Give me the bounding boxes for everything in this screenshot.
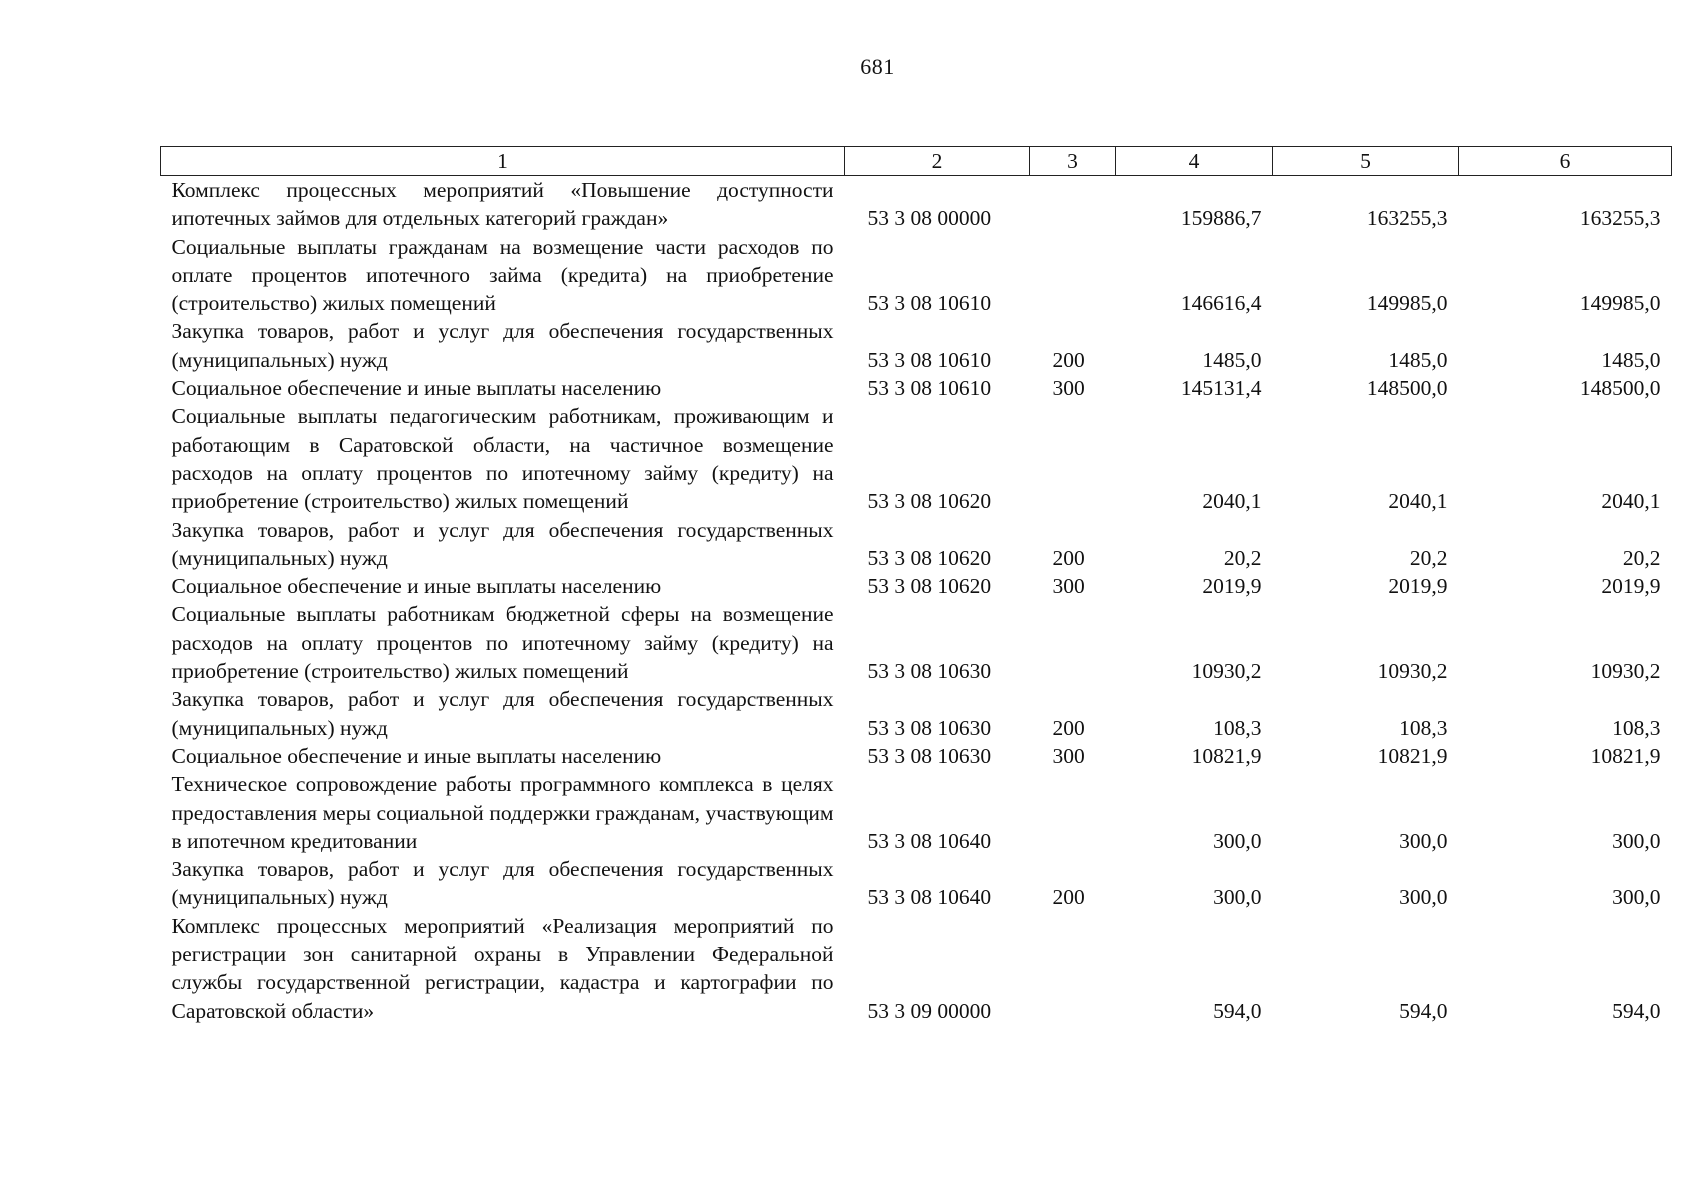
row-code: 53 3 08 10610 bbox=[867, 376, 992, 401]
row-name: Закупка товаров, работ и услуг для обеспечения государственных (муниципальных) нужд bbox=[171, 687, 834, 740]
table-row bbox=[161, 572, 1672, 600]
row-value-2: 10821,9 bbox=[1377, 743, 1448, 768]
row-value-3: 148500,0 bbox=[1579, 376, 1661, 401]
table-header-row bbox=[161, 147, 1672, 176]
row-value-2: 300,0 bbox=[1399, 885, 1448, 910]
row-name: Техническое сопровождение работы программного комплекса в целях предоставления меры социальной поддержки гражданам, участвующим в ипотечном кредитовании bbox=[171, 772, 834, 853]
column-header-2: 2 bbox=[845, 147, 1030, 176]
table-row bbox=[161, 855, 1672, 912]
row-name: Закупка товаров, работ и услуг для обеспечения государственных (муниципальных) нужд bbox=[171, 857, 834, 910]
row-code: 53 3 08 10610 bbox=[867, 347, 992, 372]
row-value-3: 163255,3 bbox=[1579, 206, 1661, 231]
row-value-2: 163255,3 bbox=[1366, 206, 1448, 231]
row-expense-type: 300 bbox=[1052, 743, 1085, 768]
row-value-3: 10821,9 bbox=[1590, 743, 1661, 768]
row-value-1: 108,3 bbox=[1213, 715, 1262, 740]
row-name: Социальные выплаты работникам бюджетной сферы на возмещение расходов на оплату процентов по ипотечному займу (кредиту) на приобретение (строительство) жилых помещений bbox=[171, 602, 834, 684]
row-expense-type bbox=[1030, 770, 1116, 855]
row-expense-type: 200 bbox=[1052, 545, 1085, 570]
row-value-3: 20,2 bbox=[1622, 545, 1661, 570]
row-expense-type: 200 bbox=[1052, 885, 1085, 910]
table-row bbox=[161, 516, 1672, 573]
row-value-1: 145131,4 bbox=[1180, 376, 1262, 401]
row-value-2: 20,2 bbox=[1409, 545, 1448, 570]
row-value-1: 594,0 bbox=[1213, 998, 1262, 1023]
column-header-6: 6 bbox=[1459, 147, 1672, 176]
row-expense-type: 300 bbox=[1052, 574, 1085, 599]
table-row bbox=[161, 600, 1672, 685]
table-row bbox=[161, 374, 1672, 402]
column-header-3: 3 bbox=[1030, 147, 1116, 176]
row-value-3: 10930,2 bbox=[1590, 659, 1661, 684]
row-value-2: 108,3 bbox=[1399, 715, 1448, 740]
row-value-2: 2019,9 bbox=[1388, 574, 1448, 599]
row-name: Закупка товаров, работ и услуг для обеспечения государственных (муниципальных) нужд bbox=[171, 319, 834, 372]
row-value-1: 20,2 bbox=[1223, 545, 1262, 570]
row-value-1: 300,0 bbox=[1213, 885, 1262, 910]
table-row bbox=[161, 233, 1672, 318]
row-value-1: 159886,7 bbox=[1180, 206, 1262, 231]
row-value-3: 2040,1 bbox=[1601, 489, 1661, 514]
row-expense-type bbox=[1030, 176, 1116, 233]
row-code: 53 3 08 10620 bbox=[867, 574, 992, 599]
row-expense-type: 200 bbox=[1052, 347, 1085, 372]
row-value-1: 1485,0 bbox=[1202, 347, 1262, 372]
row-name: Закупка товаров, работ и услуг для обеспечения государственных (муниципальных) нужд bbox=[171, 517, 834, 570]
column-header-1: 1 bbox=[161, 147, 845, 176]
row-name: Социальные выплаты гражданам на возмещение части расходов по оплате процентов ипотечного займа (кредита) на приобретение (строительство) жилых помещений bbox=[171, 234, 834, 316]
row-value-2: 300,0 bbox=[1399, 828, 1448, 853]
row-expense-type bbox=[1030, 912, 1116, 1025]
table-row bbox=[161, 770, 1672, 855]
row-value-1: 146616,4 bbox=[1180, 291, 1262, 316]
row-code: 53 3 08 10630 bbox=[867, 715, 992, 740]
row-code: 53 3 08 10610 bbox=[867, 291, 992, 316]
table-row bbox=[161, 176, 1672, 233]
row-code: 53 3 09 00000 bbox=[867, 998, 992, 1023]
row-expense-type: 300 bbox=[1052, 376, 1085, 401]
row-code: 53 3 08 00000 bbox=[867, 206, 992, 231]
row-value-3: 300,0 bbox=[1612, 828, 1661, 853]
row-value-3: 1485,0 bbox=[1601, 347, 1661, 372]
row-name: Комплекс процессных мероприятий «Повышение доступности ипотечных займов для отдельных категорий граждан» bbox=[171, 178, 834, 231]
table-row bbox=[161, 742, 1672, 770]
row-value-2: 10930,2 bbox=[1377, 659, 1448, 684]
row-code: 53 3 08 10620 bbox=[867, 545, 992, 570]
row-name: Комплекс процессных мероприятий «Реализация мероприятий по регистрации зон санитарной охраны в Управлении Федеральной службы государственной регистрации, кадастра и картографии по Саратовской области» bbox=[171, 913, 834, 1023]
row-expense-type bbox=[1030, 600, 1116, 685]
table-row bbox=[161, 685, 1672, 742]
row-name: Социальное обеспечение и иные выплаты населению bbox=[171, 574, 662, 599]
row-value-2: 594,0 bbox=[1399, 998, 1448, 1023]
row-value-1: 10821,9 bbox=[1191, 743, 1262, 768]
row-value-3: 300,0 bbox=[1612, 885, 1661, 910]
row-value-3: 108,3 bbox=[1612, 715, 1661, 740]
row-expense-type bbox=[1030, 402, 1116, 515]
row-code: 53 3 08 10620 bbox=[867, 489, 992, 514]
column-header-5: 5 bbox=[1273, 147, 1459, 176]
row-value-1: 300,0 bbox=[1213, 828, 1262, 853]
row-value-3: 594,0 bbox=[1612, 998, 1661, 1023]
row-expense-type bbox=[1030, 233, 1116, 318]
row-value-2: 1485,0 bbox=[1388, 347, 1448, 372]
row-value-2: 2040,1 bbox=[1388, 489, 1448, 514]
row-expense-type: 200 bbox=[1052, 715, 1085, 740]
row-name: Социальные выплаты педагогическим работникам, проживающим и работающим в Саратовской области, на частичное возмещение расходов на оплату процентов по ипотечному займу (кредиту) на приобретение (строительство) жилых помещений bbox=[171, 404, 834, 514]
row-code: 53 3 08 10630 bbox=[867, 743, 992, 768]
row-name: Социальное обеспечение и иные выплаты населению bbox=[171, 743, 662, 768]
row-value-3: 2019,9 bbox=[1601, 574, 1661, 599]
row-value-3: 149985,0 bbox=[1579, 291, 1661, 316]
page-number: 681 bbox=[860, 54, 895, 79]
row-code: 53 3 08 10640 bbox=[867, 885, 992, 910]
row-code: 53 3 08 10640 bbox=[867, 828, 992, 853]
row-value-1: 2019,9 bbox=[1202, 574, 1262, 599]
table-row bbox=[161, 317, 1672, 374]
table-row bbox=[161, 912, 1672, 1025]
row-value-1: 2040,1 bbox=[1202, 489, 1262, 514]
row-value-2: 148500,0 bbox=[1366, 376, 1448, 401]
budget-table bbox=[160, 146, 1672, 1025]
row-value-2: 149985,0 bbox=[1366, 291, 1448, 316]
row-code: 53 3 08 10630 bbox=[867, 659, 992, 684]
row-name: Социальное обеспечение и иные выплаты населению bbox=[171, 376, 662, 401]
table-row bbox=[161, 402, 1672, 515]
column-header-4: 4 bbox=[1116, 147, 1273, 176]
row-value-1: 10930,2 bbox=[1191, 659, 1262, 684]
